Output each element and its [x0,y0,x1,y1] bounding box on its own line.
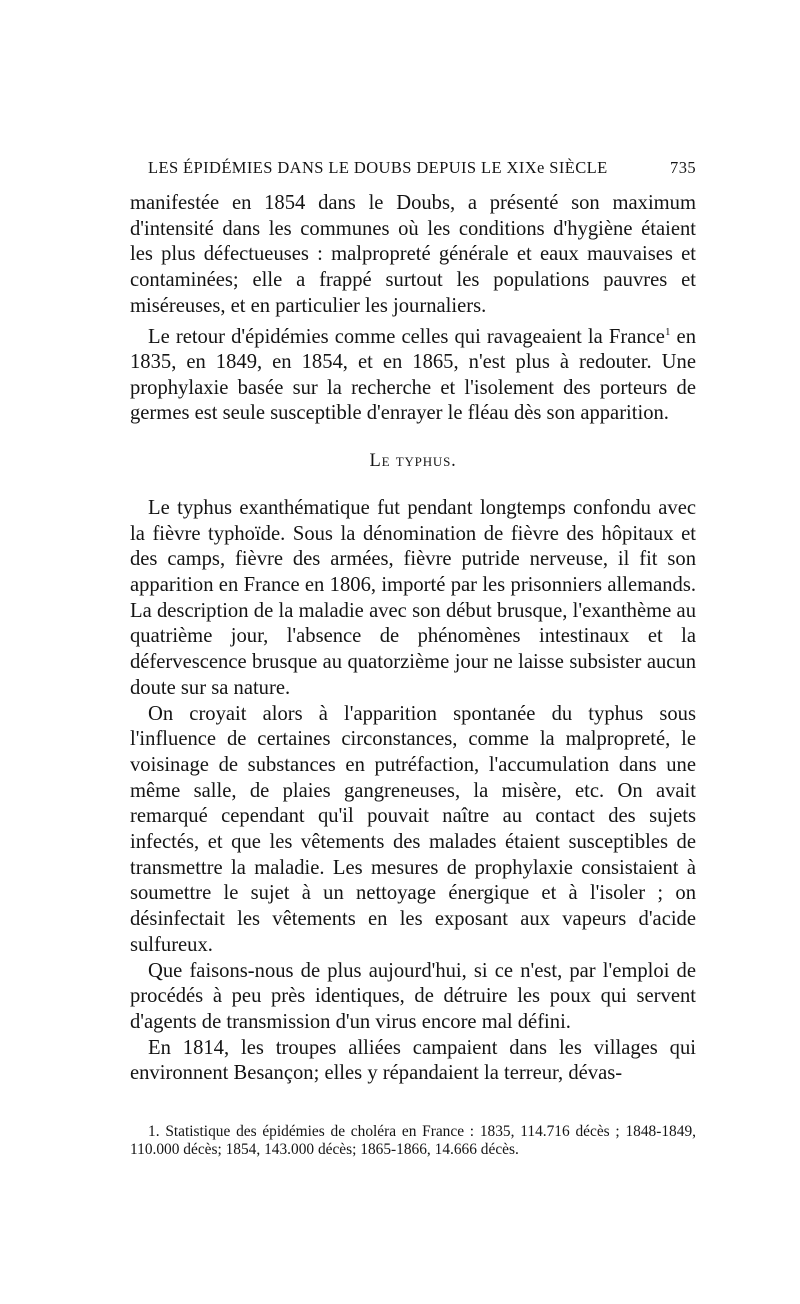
footnote-reference: 1 [664,325,671,338]
running-header [148,158,696,178]
page-number: 735 [670,158,696,177]
paragraph-text: Le retour d'épidémies comme celles qui ravageaient la France [148,325,665,348]
paragraph-text: en 1835, en 1849, en 1854, et en 1865, n'est plus à redouter. Une prophylaxie basée sur la recherche et l'isolement des porteurs de germes est seule susceptible d'enrayer le fléau dès son apparition. [130,325,696,425]
paragraph-cholera-return [130,320,696,428]
footnote-text: 1. Statistique des épidémies de choléra en France : 1835, 114.716 décès ; 1848-1849, 110.000 décès; 1854, 143.000 décès; 1865-1866, 14.666 décès. [130,1123,696,1158]
paragraph-typhus-intro: Le typhus exanthématique fut pendant longtemps confondu avec la fièvre typhoïde. Sous la dénomination de fièvre des hôpitaux et des camps, fièvre des armées, fièvre putride nerveuse, il fit son apparition en France en 1806, importé par les prisonniers allemands. La description de la maladie avec son début brusque, l'exanthème au quatrième jour, l'absence de phénomènes intestinaux et la défervescence brusque au quatorzième jour ne laisse subsister aucun doute sur sa nature. [130,496,696,699]
paragraph-typhus-beliefs: On croyait alors à l'apparition spontanée du typhus sous l'influence de certaines circonstances, comme la malpropreté, le voisinage de substances en putréfaction, l'accumulation dans une même salle, de plaies gangreneuses, la misère, etc. On avait remarqué cependant qu'il pouvait naître au contact des sujets infectés, et que les vêtements des malades étaient susceptibles de transmettre la maladie. Les mesures de prophylaxie consistaient à soumettre le sujet à un nettoyage énergique et à l'isoler ; on désinfectait les vêtements en les exposant aux vapeurs d'acide sulfureux. [130,702,696,956]
paragraph-typhus-1814: En 1814, les troupes alliées campaient dans les villages qui environnent Besançon; elles y répandaient la terreur, dévas- [130,1036,696,1085]
footnote [130,1123,696,1159]
main-text [130,191,696,1087]
paragraph-cholera-end: manifestée en 1854 dans le Doubs, a présenté son maximum d'intensité dans les communes où les conditions d'hygiène étaient les plus défectueuses : malpropreté générale et eaux mauvaises et contaminées; elle a frappé surtout les populations pauvres et miséreuses, et en particulier les journaliers. [130,192,696,317]
section-heading-typhus: Le typhus. [369,451,457,472]
paragraph-typhus-today: Que faisons-nous de plus aujourd'hui, si ce n'est, par l'emploi de procédés à peu près identiques, de détruire les poux qui servent d'agents de transmission d'un virus encore mal défini. [130,959,696,1033]
running-title: LES ÉPIDÉMIES DANS LE DOUBS DEPUIS LE XIXe SIÈCLE [148,158,608,177]
